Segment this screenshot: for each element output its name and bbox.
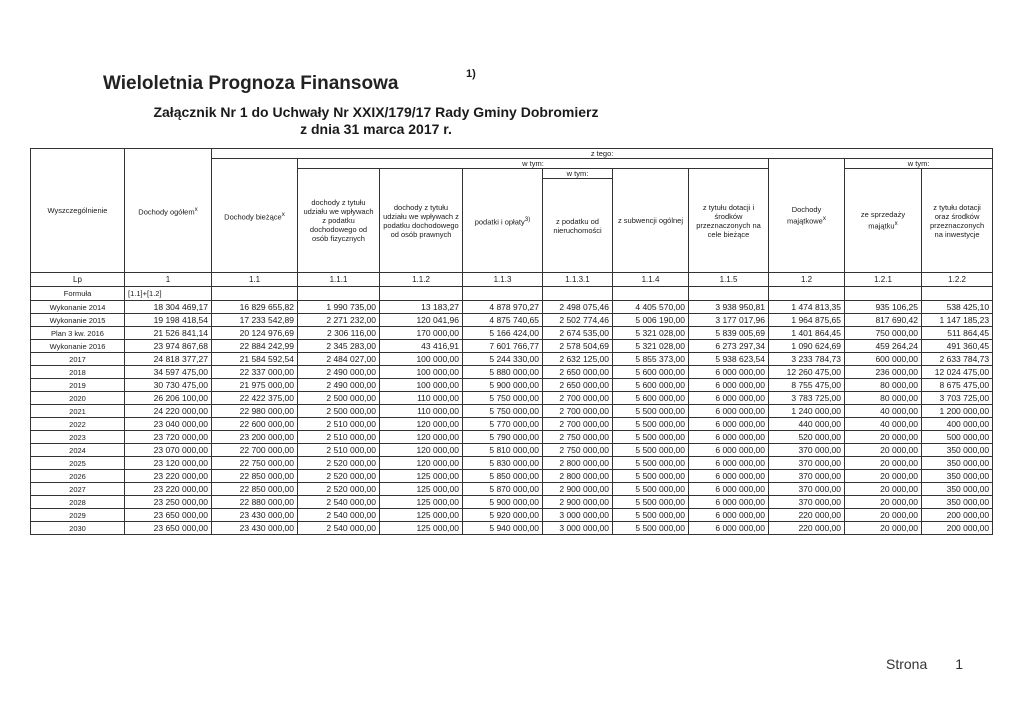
- table-row: [31, 340, 993, 353]
- table-cell: 220 000,00: [769, 522, 845, 535]
- table-cell: 22 980 000,00: [212, 405, 298, 418]
- table-cell: 4 878 970,27: [463, 301, 543, 314]
- lp-cell: 1.1: [212, 273, 298, 287]
- table-cell: 21 975 000,00: [212, 379, 298, 392]
- formula-label: Formuła: [31, 287, 125, 301]
- table-cell: 4 405 570,00: [613, 301, 689, 314]
- table-cell: 3 783 725,00: [769, 392, 845, 405]
- table-cell: 2 484 027,00: [298, 353, 380, 366]
- table-cell: 5 006 190,00: [613, 314, 689, 327]
- table-cell: 6 000 000,00: [689, 444, 769, 457]
- row-label: 2027: [31, 483, 125, 496]
- table-cell: 5 600 000,00: [613, 366, 689, 379]
- table-cell: 43 416,91: [380, 340, 463, 353]
- table-cell: 5 855 373,00: [613, 353, 689, 366]
- header-dochody-biezace: Dochody bieżące$^x$: [212, 159, 298, 273]
- subtitle-resolution: Załącznik Nr 1 do Uchwały Nr XXIX/179/17 Rady Gminy Dobromierz: [153, 104, 599, 120]
- row-label: 2022: [31, 418, 125, 431]
- forecast-table: [30, 148, 993, 535]
- table-cell: 3 000 000,00: [543, 522, 613, 535]
- table-cell: 200 000,00: [922, 522, 993, 535]
- table-cell: 2 674 535,00: [543, 327, 613, 340]
- table-cell: 110 000,00: [380, 392, 463, 405]
- lp-cell: 1.1.3: [463, 273, 543, 287]
- table-cell: 12 024 475,00: [922, 366, 993, 379]
- formula-row: [31, 287, 993, 301]
- table-cell: 2 510 000,00: [298, 431, 380, 444]
- row-label: 2017: [31, 353, 125, 366]
- table-cell: 125 000,00: [380, 483, 463, 496]
- table-cell: 2 520 000,00: [298, 457, 380, 470]
- table-cell: 2 306 116,00: [298, 327, 380, 340]
- table-cell: 5 500 000,00: [613, 522, 689, 535]
- table-cell: 2 632 125,00: [543, 353, 613, 366]
- table-cell: 6 000 000,00: [689, 405, 769, 418]
- page-title: Wieloletnia Prognoza Finansowa: [103, 73, 399, 94]
- table-cell: 817 690,42: [845, 314, 922, 327]
- header-subwencji: z subwencji ogólnej: [613, 169, 689, 273]
- table-cell: 5 920 000,00: [463, 509, 543, 522]
- table-cell: 120 000,00: [380, 457, 463, 470]
- table-cell: 23 200 000,00: [212, 431, 298, 444]
- table-cell: 120 000,00: [380, 444, 463, 457]
- table-cell: 23 650 000,00: [125, 522, 212, 535]
- table-cell: 20 000,00: [845, 509, 922, 522]
- table-cell: 6 000 000,00: [689, 496, 769, 509]
- table-row: [31, 496, 993, 509]
- table-cell: 6 000 000,00: [689, 431, 769, 444]
- table-cell: 20 000,00: [845, 444, 922, 457]
- lp-cell: 1.1.1: [298, 273, 380, 287]
- table-cell: 370 000,00: [769, 470, 845, 483]
- row-label: 2023: [31, 431, 125, 444]
- table-cell: 34 597 475,00: [125, 366, 212, 379]
- lp-cell: 1.2.1: [845, 273, 922, 287]
- table-cell: 23 720 000,00: [125, 431, 212, 444]
- table-cell: 350 000,00: [922, 470, 993, 483]
- table-cell: 3 703 725,00: [922, 392, 993, 405]
- table-cell: 5 500 000,00: [613, 431, 689, 444]
- table-cell: 5 900 000,00: [463, 496, 543, 509]
- table-cell: 400 000,00: [922, 418, 993, 431]
- table-cell: 5 830 000,00: [463, 457, 543, 470]
- table-cell: 2 271 232,00: [298, 314, 380, 327]
- table-cell: 21 526 841,14: [125, 327, 212, 340]
- table-cell: 5 321 028,00: [613, 327, 689, 340]
- table-cell: 23 650 000,00: [125, 509, 212, 522]
- lp-cell: 1: [125, 273, 212, 287]
- table-cell: 21 584 592,54: [212, 353, 298, 366]
- formula-value: [1.1]+[1.2]: [125, 287, 212, 301]
- table-cell: 4 875 740,65: [463, 314, 543, 327]
- table-cell: 2 900 000,00: [543, 496, 613, 509]
- table-cell: 491 360,45: [922, 340, 993, 353]
- table-cell: 170 000,00: [380, 327, 463, 340]
- table-cell: 5 870 000,00: [463, 483, 543, 496]
- table-cell: 40 000,00: [845, 418, 922, 431]
- table-cell: 1 200 000,00: [922, 405, 993, 418]
- table-cell: 22 880 000,00: [212, 496, 298, 509]
- table-cell: 80 000,00: [845, 392, 922, 405]
- table-cell: 1 474 813,35: [769, 301, 845, 314]
- header-z-tego: z tego:: [212, 149, 993, 159]
- header-w-tym-right: w tym:: [845, 159, 993, 169]
- lp-cell: 1.1.2: [380, 273, 463, 287]
- table-cell: 2 500 000,00: [298, 392, 380, 405]
- table-cell: 538 425,10: [922, 301, 993, 314]
- table-cell: 2 540 000,00: [298, 509, 380, 522]
- lp-cell: 1.2.2: [922, 273, 993, 287]
- table-cell: 23 250 000,00: [125, 496, 212, 509]
- row-label: 2026: [31, 470, 125, 483]
- table-row: [31, 314, 993, 327]
- table-row: [31, 379, 993, 392]
- table-row: [31, 327, 993, 340]
- footer-label: Strona: [886, 656, 928, 672]
- table-cell: 22 850 000,00: [212, 483, 298, 496]
- page-number: 1: [955, 656, 964, 672]
- row-label: 2018: [31, 366, 125, 379]
- table-cell: 2 650 000,00: [543, 379, 613, 392]
- table-cell: 350 000,00: [922, 444, 993, 457]
- table-cell: 6 000 000,00: [689, 392, 769, 405]
- table-cell: 350 000,00: [922, 483, 993, 496]
- table-cell: 220 000,00: [769, 509, 845, 522]
- table-cell: 2 540 000,00: [298, 522, 380, 535]
- formula-cell: [769, 287, 845, 301]
- formula-cell: [689, 287, 769, 301]
- row-label: 2025: [31, 457, 125, 470]
- table-cell: 22 600 000,00: [212, 418, 298, 431]
- table-cell: 20 000,00: [845, 483, 922, 496]
- table-cell: 3 233 784,73: [769, 353, 845, 366]
- table-cell: 120 041,96: [380, 314, 463, 327]
- table-cell: 80 000,00: [845, 379, 922, 392]
- table-cell: 12 260 475,00: [769, 366, 845, 379]
- table-cell: 1 401 864,45: [769, 327, 845, 340]
- table-cell: 40 000,00: [845, 405, 922, 418]
- table-cell: 370 000,00: [769, 496, 845, 509]
- table-cell: 17 233 542,89: [212, 314, 298, 327]
- header-podatki-oplaty: podatki i opłaty$^{3)}$: [463, 169, 543, 273]
- table-row: [31, 444, 993, 457]
- table-cell: 20 000,00: [845, 522, 922, 535]
- table-cell: 5 500 000,00: [613, 444, 689, 457]
- table-cell: 5 500 000,00: [613, 418, 689, 431]
- header-w-tym: w tym:: [298, 159, 769, 169]
- table-cell: 22 700 000,00: [212, 444, 298, 457]
- table-cell: 200 000,00: [922, 509, 993, 522]
- lp-cell: 1.1.4: [613, 273, 689, 287]
- table-cell: 440 000,00: [769, 418, 845, 431]
- table-cell: 2 700 000,00: [543, 392, 613, 405]
- table-cell: 5 500 000,00: [613, 483, 689, 496]
- table-cell: 125 000,00: [380, 522, 463, 535]
- table-cell: 100 000,00: [380, 379, 463, 392]
- table-cell: 5 500 000,00: [613, 496, 689, 509]
- table-cell: 23 974 867,68: [125, 340, 212, 353]
- table-row: [31, 353, 993, 366]
- table-cell: 8 675 475,00: [922, 379, 993, 392]
- lp-label: Lp: [31, 273, 125, 287]
- table-cell: 23 220 000,00: [125, 470, 212, 483]
- table-row: [31, 509, 993, 522]
- formula-cell: [380, 287, 463, 301]
- formula-cell: [922, 287, 993, 301]
- header-dochody-ogolem: Dochody ogółem$^x$: [125, 149, 212, 273]
- table-cell: 6 000 000,00: [689, 470, 769, 483]
- header-pdof: dochody z tytułu udziału we wpływach z podatku dochodowego od osób fizycznych: [298, 169, 380, 273]
- table-cell: 22 422 375,00: [212, 392, 298, 405]
- table-cell: 2 520 000,00: [298, 483, 380, 496]
- row-label: 2029: [31, 509, 125, 522]
- row-label: 2024: [31, 444, 125, 457]
- table-cell: 6 000 000,00: [689, 509, 769, 522]
- header-inwestycje: z tytułu dotacji oraz środków przeznaczonych na inwestycje: [922, 169, 993, 273]
- lp-cell: 1.2: [769, 273, 845, 287]
- table-cell: 750 000,00: [845, 327, 922, 340]
- table-cell: 5 500 000,00: [613, 405, 689, 418]
- table-cell: 2 490 000,00: [298, 379, 380, 392]
- table-cell: 2 700 000,00: [543, 418, 613, 431]
- table-cell: 5 166 424,00: [463, 327, 543, 340]
- table-cell: 100 000,00: [380, 366, 463, 379]
- table-cell: 3 000 000,00: [543, 509, 613, 522]
- row-label: 2020: [31, 392, 125, 405]
- formula-cell: [543, 287, 613, 301]
- table-cell: 2 650 000,00: [543, 366, 613, 379]
- table-cell: 5 500 000,00: [613, 457, 689, 470]
- footnote-marker: 1): [466, 68, 476, 80]
- table-cell: 2 510 000,00: [298, 444, 380, 457]
- table-cell: 23 220 000,00: [125, 483, 212, 496]
- header-wyszczegolnienie: Wyszczególnienie: [31, 149, 125, 273]
- table-row: [31, 301, 993, 314]
- table-cell: 6 000 000,00: [689, 457, 769, 470]
- lp-cell: 1.1.5: [689, 273, 769, 287]
- table-cell: 2 800 000,00: [543, 470, 613, 483]
- header-nieruchomosci: z podatku od nieruchomości: [543, 179, 613, 273]
- table-cell: 2 578 504,69: [543, 340, 613, 353]
- table-cell: 13 183,27: [380, 301, 463, 314]
- table-cell: 16 829 655,82: [212, 301, 298, 314]
- table-cell: 20 000,00: [845, 470, 922, 483]
- row-label: Wykonanie 2015: [31, 314, 125, 327]
- table-cell: 20 000,00: [845, 457, 922, 470]
- table-cell: 125 000,00: [380, 470, 463, 483]
- table-cell: 5 900 000,00: [463, 379, 543, 392]
- table-row: [31, 392, 993, 405]
- table-cell: 6 000 000,00: [689, 379, 769, 392]
- table-cell: 23 430 000,00: [212, 509, 298, 522]
- table-cell: 5 500 000,00: [613, 470, 689, 483]
- table-cell: 5 850 000,00: [463, 470, 543, 483]
- document-subtitle: [130, 104, 622, 138]
- table-cell: 2 633 784,73: [922, 353, 993, 366]
- table-cell: 20 124 976,69: [212, 327, 298, 340]
- table-cell: 3 938 950,81: [689, 301, 769, 314]
- table-row: [31, 366, 993, 379]
- table-cell: 19 198 418,54: [125, 314, 212, 327]
- table-cell: 2 498 075,46: [543, 301, 613, 314]
- table-cell: 370 000,00: [769, 444, 845, 457]
- table-cell: 2 800 000,00: [543, 457, 613, 470]
- table-cell: 23 040 000,00: [125, 418, 212, 431]
- table-cell: 2 490 000,00: [298, 366, 380, 379]
- row-label: Wykonanie 2014: [31, 301, 125, 314]
- table-cell: 1 964 875,65: [769, 314, 845, 327]
- table-cell: 2 900 000,00: [543, 483, 613, 496]
- header-dochody-majatkowe: Dochody majątkowe$^x$: [769, 159, 845, 273]
- table-cell: 520 000,00: [769, 431, 845, 444]
- table-cell: 26 206 100,00: [125, 392, 212, 405]
- table-row: [31, 418, 993, 431]
- table-cell: 2 510 000,00: [298, 418, 380, 431]
- table-cell: 18 304 469,17: [125, 301, 212, 314]
- table-row: [31, 457, 993, 470]
- table-cell: 2 540 000,00: [298, 496, 380, 509]
- row-label: Wykonanie 2016: [31, 340, 125, 353]
- table-cell: 20 000,00: [845, 431, 922, 444]
- table-cell: 600 000,00: [845, 353, 922, 366]
- lp-row: [31, 273, 993, 287]
- table-cell: 511 864,45: [922, 327, 993, 340]
- header-sprzedazy: ze sprzedaży majątku$^x$: [845, 169, 922, 273]
- formula-cell: [613, 287, 689, 301]
- table-row: [31, 431, 993, 444]
- row-label: 2028: [31, 496, 125, 509]
- table-cell: 6 000 000,00: [689, 366, 769, 379]
- table-cell: 5 321 028,00: [613, 340, 689, 353]
- table-cell: 30 730 475,00: [125, 379, 212, 392]
- table-cell: 24 818 377,27: [125, 353, 212, 366]
- table-cell: 459 264,24: [845, 340, 922, 353]
- table-cell: 120 000,00: [380, 431, 463, 444]
- header-w-tym-inner: w tym:: [543, 169, 613, 179]
- table-cell: 5 810 000,00: [463, 444, 543, 457]
- table-cell: 5 839 005,69: [689, 327, 769, 340]
- table-cell: 23 430 000,00: [212, 522, 298, 535]
- table-row: [31, 522, 993, 535]
- table-cell: 350 000,00: [922, 496, 993, 509]
- table-cell: 500 000,00: [922, 431, 993, 444]
- table-cell: 110 000,00: [380, 405, 463, 418]
- table-cell: 2 750 000,00: [543, 444, 613, 457]
- forecast-data-rows: [31, 301, 993, 535]
- table-cell: 6 000 000,00: [689, 418, 769, 431]
- table-cell: 2 345 283,00: [298, 340, 380, 353]
- table-cell: 236 000,00: [845, 366, 922, 379]
- table-cell: 125 000,00: [380, 509, 463, 522]
- table-row: [31, 483, 993, 496]
- table-cell: 935 106,25: [845, 301, 922, 314]
- table-cell: 2 520 000,00: [298, 470, 380, 483]
- page-footer: [886, 656, 963, 672]
- table-cell: 5 938 623,54: [689, 353, 769, 366]
- table-cell: 125 000,00: [380, 496, 463, 509]
- table-cell: 22 750 000,00: [212, 457, 298, 470]
- table-cell: 23 070 000,00: [125, 444, 212, 457]
- table-cell: 5 880 000,00: [463, 366, 543, 379]
- formula-cell: [212, 287, 298, 301]
- table-cell: 2 700 000,00: [543, 405, 613, 418]
- table-cell: 370 000,00: [769, 457, 845, 470]
- header-dotacji: z tytułu dotacji i środków przeznaczonych na cele bieżące: [689, 169, 769, 273]
- table-row: [31, 405, 993, 418]
- table-cell: 24 220 000,00: [125, 405, 212, 418]
- table-cell: 8 755 475,00: [769, 379, 845, 392]
- table-cell: 5 244 330,00: [463, 353, 543, 366]
- table-cell: 5 770 000,00: [463, 418, 543, 431]
- row-label: 2021: [31, 405, 125, 418]
- table-cell: 370 000,00: [769, 483, 845, 496]
- table-cell: 6 273 297,34: [689, 340, 769, 353]
- table-cell: 5 750 000,00: [463, 405, 543, 418]
- table-cell: 1 147 185,23: [922, 314, 993, 327]
- table-cell: 7 601 766,77: [463, 340, 543, 353]
- row-label: 2019: [31, 379, 125, 392]
- table-cell: 2 500 000,00: [298, 405, 380, 418]
- table-cell: 5 600 000,00: [613, 392, 689, 405]
- lp-cell: 1.1.3.1: [543, 273, 613, 287]
- table-cell: 23 120 000,00: [125, 457, 212, 470]
- formula-cell: [845, 287, 922, 301]
- table-cell: 6 000 000,00: [689, 522, 769, 535]
- table-cell: 5 940 000,00: [463, 522, 543, 535]
- table-cell: 20 000,00: [845, 496, 922, 509]
- table-cell: 2 502 774,46: [543, 314, 613, 327]
- table-cell: 2 750 000,00: [543, 431, 613, 444]
- header-pdop: dochody z tytułu udziału we wpływach z podatku dochodowego od osób prawnych: [380, 169, 463, 273]
- table-cell: 1 990 735,00: [298, 301, 380, 314]
- table-cell: 22 884 242,99: [212, 340, 298, 353]
- table-cell: 22 337 000,00: [212, 366, 298, 379]
- table-cell: 120 000,00: [380, 418, 463, 431]
- table-cell: 5 750 000,00: [463, 392, 543, 405]
- table-cell: 100 000,00: [380, 353, 463, 366]
- formula-cell: [298, 287, 380, 301]
- table-cell: 22 850 000,00: [212, 470, 298, 483]
- table-cell: 5 790 000,00: [463, 431, 543, 444]
- table-cell: 5 500 000,00: [613, 509, 689, 522]
- row-label: Plan 3 kw. 2016: [31, 327, 125, 340]
- table-cell: 350 000,00: [922, 457, 993, 470]
- table-row: [31, 470, 993, 483]
- table-cell: 6 000 000,00: [689, 483, 769, 496]
- table-cell: 1 090 624,69: [769, 340, 845, 353]
- subtitle-date: z dnia 31 marca 2017 r.: [300, 121, 452, 137]
- formula-cell: [463, 287, 543, 301]
- table-cell: 5 600 000,00: [613, 379, 689, 392]
- table-cell: 3 177 017,96: [689, 314, 769, 327]
- table-cell: 1 240 000,00: [769, 405, 845, 418]
- row-label: 2030: [31, 522, 125, 535]
